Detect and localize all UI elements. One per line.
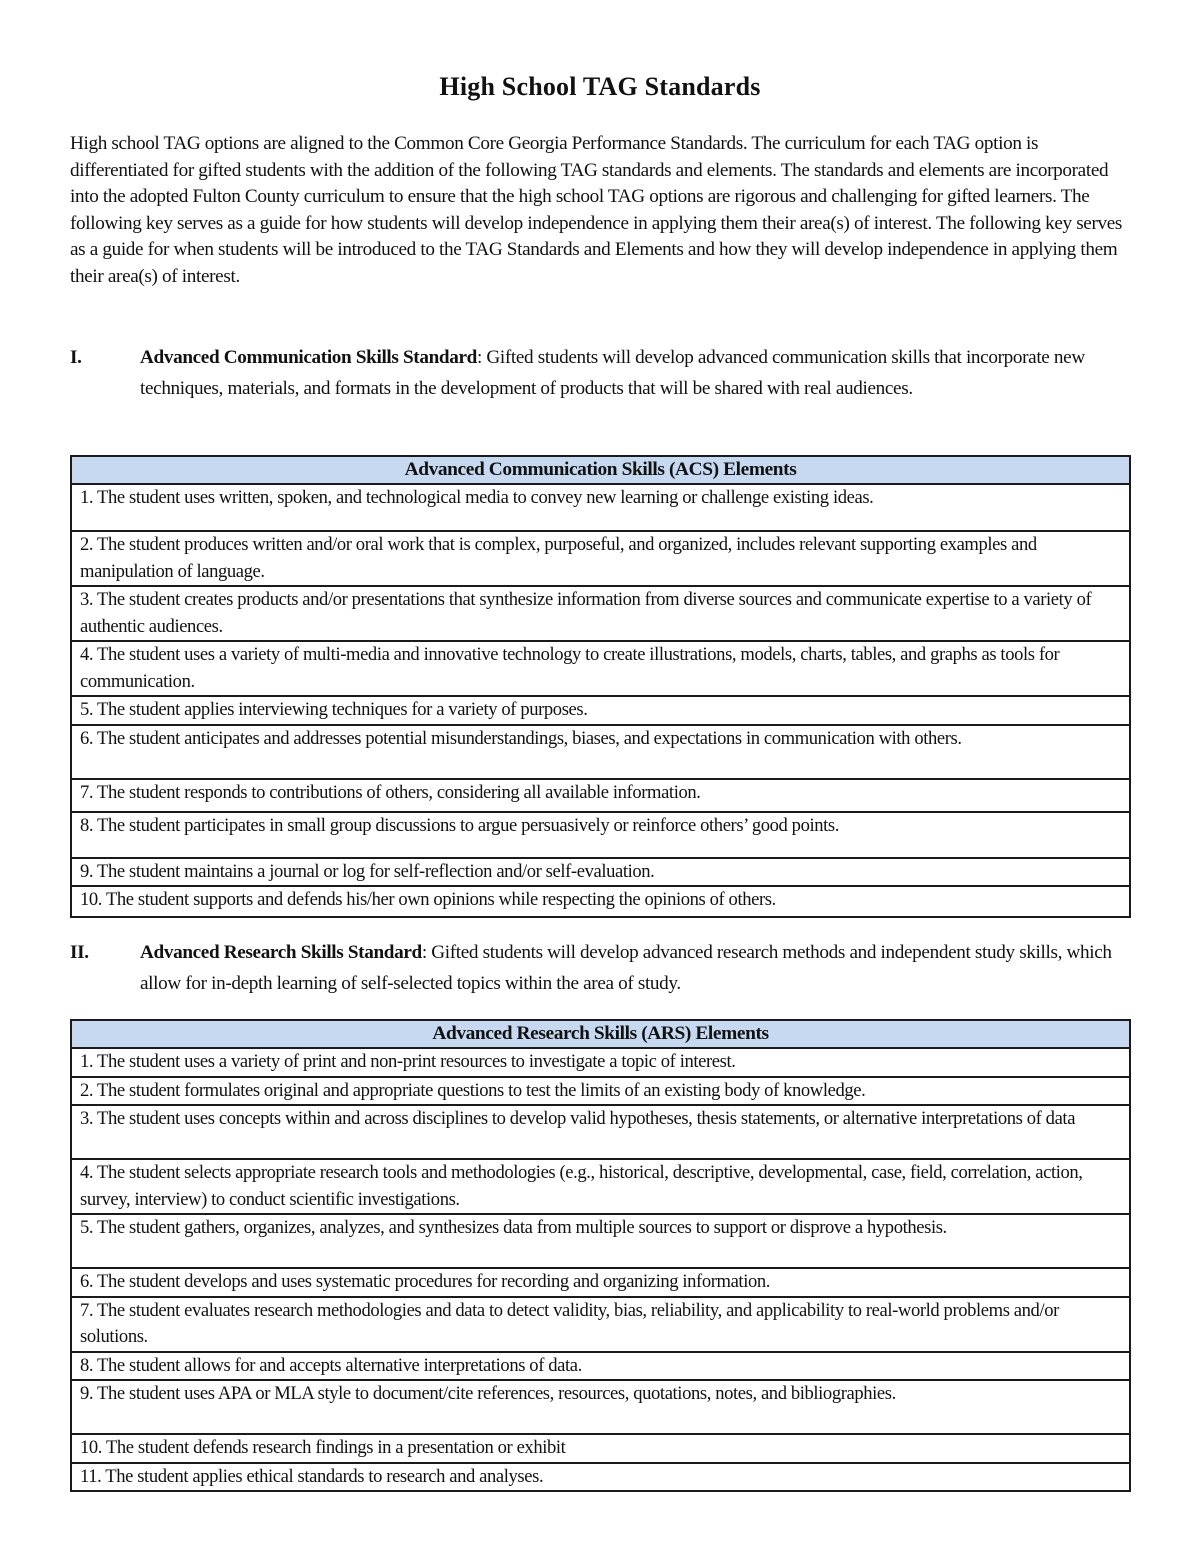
- table-row: 6. The student develops and uses systematic procedures for recording and organizing information.: [71, 1268, 1130, 1297]
- table-row: 1. The student uses a variety of print and non-print resources to investigate a topic of interest.: [71, 1048, 1130, 1077]
- intro-paragraph: High school TAG options are aligned to the Common Core Georgia Performance Standards. The curriculum for each TAG option is differentiated for gifted students with the addition of the following TAG standards and elements. The standards and elements are incorporated into the adopted Fulton County curriculum to ensure that the high school TAG options are rigorous and challenging for gifted learners. The following key serves as a guide for how students will develop independence in applying them their area(s) of interest. The following key serves as a guide for when students will be introduced to the TAG Standards and Elements and how they will develop independence in applying them their area(s) of interest.: [70, 133, 1123, 287]
- table-row: 10. The student supports and defends his/her own opinions while respecting the opinions of others.: [71, 886, 1130, 917]
- table-header: Advanced Research Skills (ARS) Elements: [71, 1020, 1130, 1048]
- table-row: 4. The student uses a variety of multi-media and innovative technology to create illustrations, models, charts, tables, and graphs as tools for communication.: [71, 641, 1130, 696]
- table-row: 5. The student gathers, organizes, analyzes, and synthesizes data from multiple sources to support or disprove a hypothesis.: [71, 1214, 1130, 1268]
- table-row: 6. The student anticipates and addresses potential misunderstandings, biases, and expectations in communication with others.: [71, 725, 1130, 779]
- table-row: 11. The student applies ethical standards to research and analyses.: [71, 1463, 1130, 1492]
- table-row: 3. The student creates products and/or presentations that synthesize information from diverse sources and communicate expertise to a variety of authentic audiences.: [71, 586, 1130, 641]
- standard-description: : Gifted students will develop advanced communication skills that incorporate new techniques, materials, and formats in the development of products that will be shared with real audiences.: [140, 347, 1085, 399]
- standard-name: Advanced Communication Skills Standard: [140, 347, 477, 368]
- standard-text: [140, 937, 1132, 999]
- table-row: 1. The student uses written, spoken, and technological media to convey new learning or challenge existing ideas.: [71, 484, 1130, 531]
- standard-numeral: I.: [70, 347, 82, 368]
- table-row: 10. The student defends research findings in a presentation or exhibit: [71, 1434, 1130, 1463]
- standard-numeral: II.: [70, 942, 89, 963]
- standard-description: : Gifted students will develop advanced research methods and independent study skills, which allow for in-depth learning of self-selected topics within the area of study.: [140, 942, 1112, 994]
- table-row: 8. The student allows for and accepts alternative interpretations of data.: [71, 1352, 1130, 1381]
- ars-elements-table: [70, 1019, 1131, 1492]
- table-row: 2. The student produces written and/or oral work that is complex, purposeful, and organized, includes relevant supporting examples and manipulation of language.: [71, 531, 1130, 586]
- table-row: 3. The student uses concepts within and across disciplines to develop valid hypotheses, thesis statements, or alternative interpretations of data: [71, 1105, 1130, 1159]
- standard-name: Advanced Research Skills Standard: [140, 942, 422, 963]
- table-row: 4. The student selects appropriate research tools and methodologies (e.g., historical, descriptive, developmental, case, field, correlation, action, survey, interview) to conduct scientific investigations.: [71, 1159, 1130, 1214]
- table-row: 9. The student uses APA or MLA style to document/cite references, resources, quotations, notes, and bibliographies.: [71, 1380, 1130, 1434]
- table-row: 5. The student applies interviewing techniques for a variety of purposes.: [71, 696, 1130, 725]
- acs-elements-table: [70, 455, 1131, 918]
- table-header: Advanced Communication Skills (ACS) Elements: [71, 456, 1130, 484]
- table-row: 7. The student responds to contributions of others, considering all available information.: [71, 779, 1130, 812]
- standard-ars: [70, 937, 1132, 999]
- standard-text: [140, 342, 1132, 404]
- table-row: 8. The student participates in small group discussions to argue persuasively or reinforce others’ good points.: [71, 812, 1130, 858]
- page-title: High School TAG Standards: [439, 72, 761, 101]
- table-row: 7. The student evaluates research methodologies and data to detect validity, bias, reliability, and applicability to real-world problems and/or solutions.: [71, 1297, 1130, 1352]
- table-row: 9. The student maintains a journal or log for self-reflection and/or self-evaluation.: [71, 858, 1130, 887]
- table-row: 2. The student formulates original and appropriate questions to test the limits of an existing body of knowledge.: [71, 1077, 1130, 1106]
- standard-acs: [70, 342, 1132, 404]
